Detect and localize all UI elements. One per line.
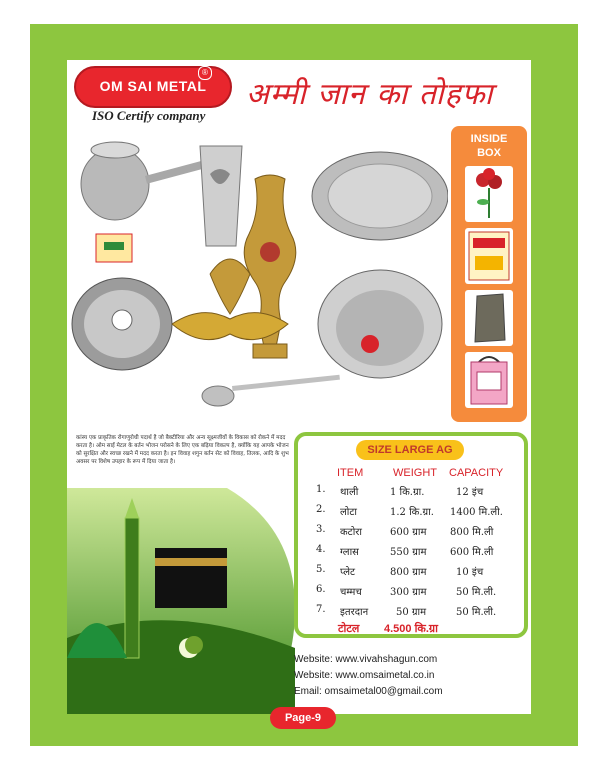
rose-bouquet-icon [465,166,513,222]
stone-icon [465,290,513,346]
packet-icon [465,228,513,284]
page-headline: अम्मी जान का तोहफा [246,77,494,112]
inside-box-title-line1: INSIDE [470,133,508,145]
inside-box-title-line2: BOX [477,147,501,159]
header-item: ITEM [337,467,364,479]
glass-image [200,146,242,246]
row-capacity: 600 मि.ली [450,547,494,558]
brand-tagline: ISO Certify company [92,108,206,123]
row-weight: 300 ग्राम [390,587,427,598]
website-link-2[interactable]: Website: www.omsaimetal.co.in [294,670,435,681]
lota-image [81,142,205,262]
table-row [300,604,520,622]
row-item: लोटा [340,507,357,518]
row-capacity: 1400 मि.ली. [450,507,503,518]
row-number: 2. [316,504,326,515]
row-number: 4. [316,544,326,555]
decorative-thali-image [72,278,172,370]
row-number: 7. [316,604,326,615]
website-link-1[interactable]: Website: www.vivahshagun.com [294,654,438,665]
inside-box-title [451,132,527,160]
row-capacity: 12 इंच [456,487,484,498]
header-capacity: CAPACITY [449,467,504,479]
table-row [300,584,520,602]
row-item: ग्लास [340,547,359,558]
row-capacity: 10 इंच [456,567,484,578]
row-weight: 600 ग्राम [390,527,427,538]
row-weight: 1 कि.ग्रा. [390,487,425,498]
table-row [300,544,520,562]
row-capacity: 50 मि.ली. [456,587,497,598]
header-weight: WEIGHT [393,467,437,479]
row-capacity: 50 मि.ली. [456,607,497,618]
row-weight: 50 ग्राम [396,607,427,618]
product-photo-collage [70,134,448,414]
email-link[interactable]: Email: omsaimetal00@gmail.com [294,686,443,697]
plate-image [312,152,448,240]
inside-box-panel [451,126,527,422]
size-label-badge: SIZE LARGE AG [356,440,464,460]
table-row [300,484,520,502]
row-item: चम्मच [340,587,362,598]
row-weight: 800 ग्राम [390,567,427,578]
row-capacity: 800 मि.ली [450,527,494,538]
page-number-badge: Page-9 [270,707,336,729]
total-value: 4.500 कि.ग्रा [384,623,438,635]
inside-box-packet [465,228,513,284]
row-item: थाली [340,487,359,498]
total-label: टोटल [338,623,360,635]
row-item: कटोरा [340,527,362,538]
katora-image [318,270,442,378]
inside-box-stone [465,290,513,346]
inside-box-flowers [465,166,513,222]
row-item: प्लेट [340,567,356,578]
inside-box-bag [465,352,513,408]
brand-name: OM SAI METAL [99,78,207,94]
mosque-illustration [67,488,295,714]
row-weight: 550 ग्राम [390,547,427,558]
table-row [300,524,520,542]
row-number: 5. [316,564,326,575]
row-number: 3. [316,524,326,535]
row-number: 1. [316,484,326,495]
row-weight: 1.2 कि.ग्रा. [390,507,434,518]
table-row [300,564,520,582]
gift-bag-icon [465,352,513,408]
row-number: 6. [316,584,326,595]
product-description: कांस्य एक प्राकृतिक रोगाणुरोधी पदार्थ है जो बैक्टीरिया और अन्य सूक्ष्मजीवों के विकास को रोकने में मदद करता है। ओम साईं मेटल के बर्तन भोजन परोसने के लिए एक बढ़िया विकल्प है, क्योंकि यह आपके भोजन को सुरक्षित और स्वच्छ रखने में मदद करता है। इन विवाह शगुन बर्तन सेट को विवाह, तिलक, आदि के शुभ अवसर पर विशेष उपहार के रूप में दिया जाता है। [76,435,289,465]
registered-mark: ® [198,66,212,80]
table-row [300,504,520,522]
spoon-image [202,375,340,406]
row-item: इतरदान [340,607,369,618]
